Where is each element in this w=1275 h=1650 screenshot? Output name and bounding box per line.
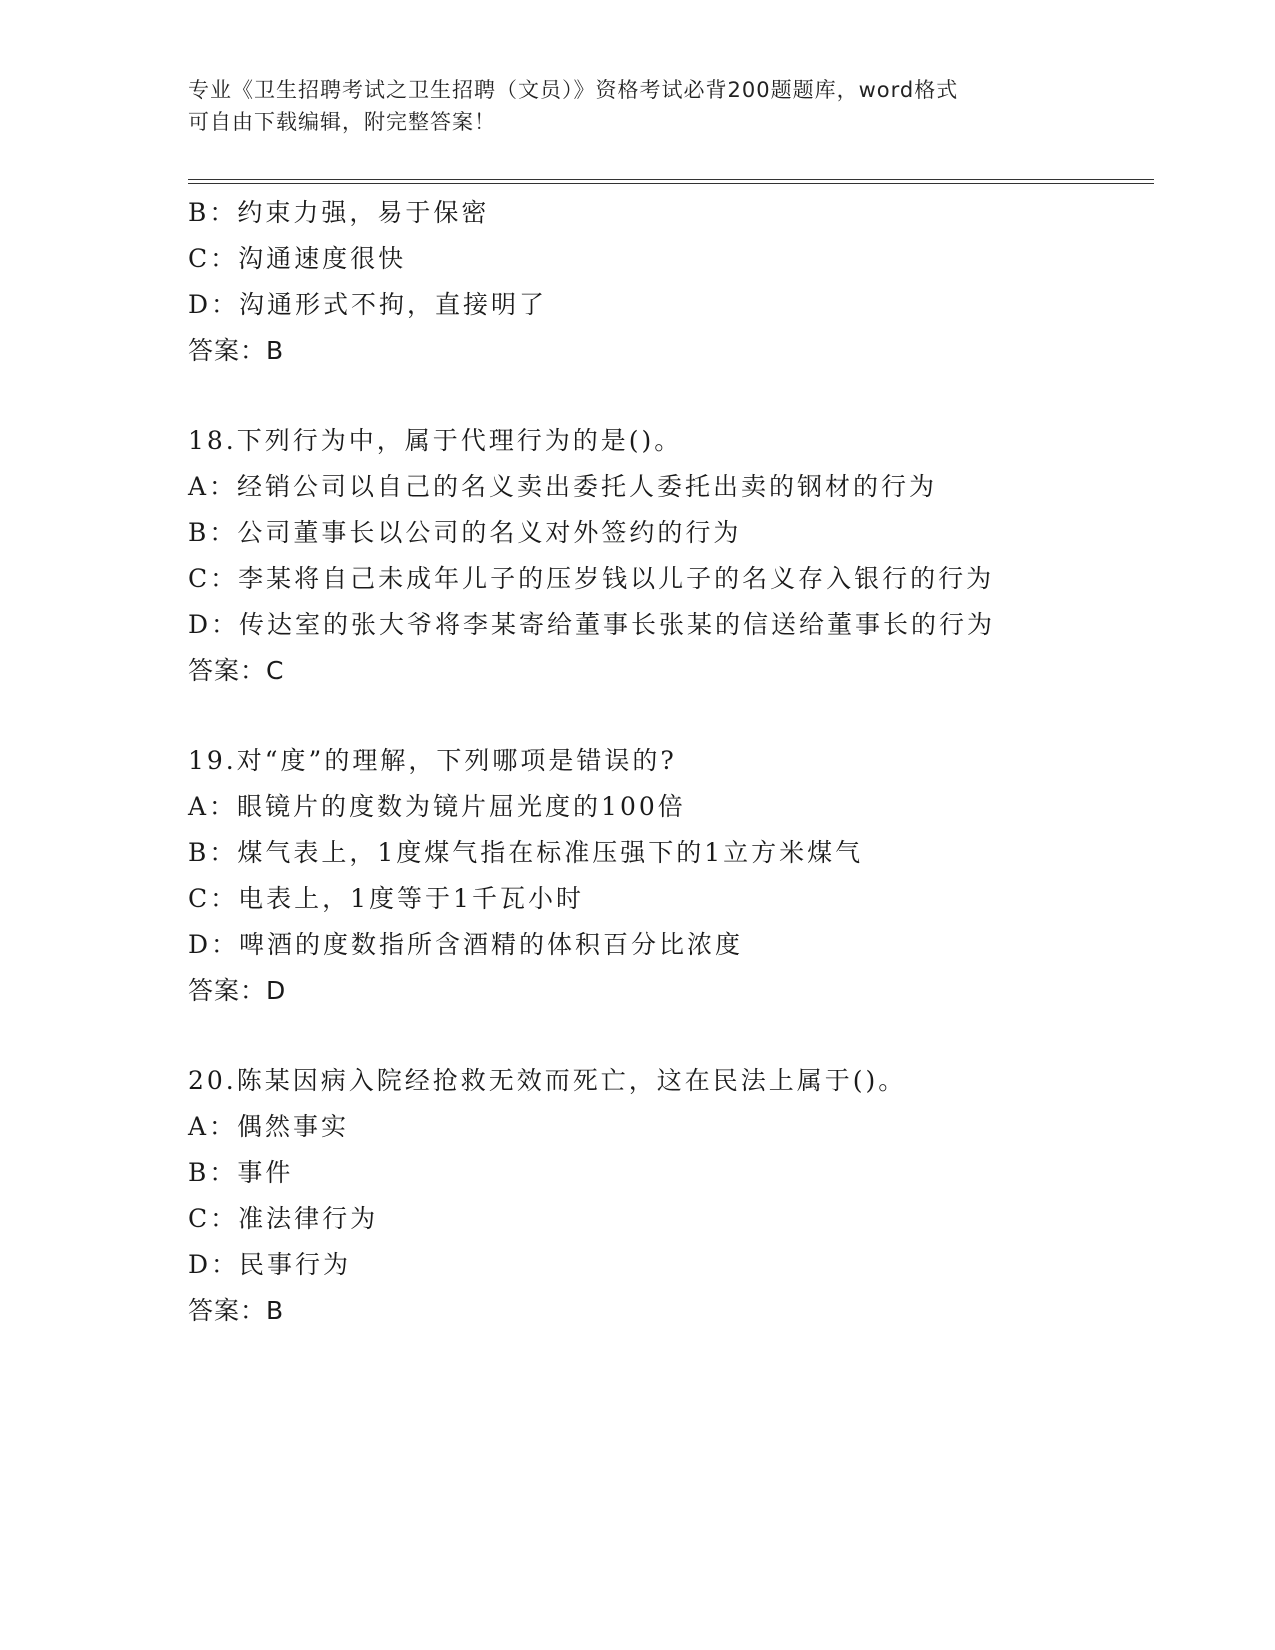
option-d: D：啤酒的度数指所含酒精的体积百分比浓度	[188, 930, 744, 959]
question-list	[188, 190, 1148, 1334]
answer-label: 答案：C	[188, 656, 285, 685]
option-a: A：经销公司以自己的名义卖出委托人委托出卖的钢材的行为	[188, 472, 938, 501]
option-a: A：眼镜片的度数为镜片屈光度的100倍	[188, 792, 686, 821]
question-block-20	[188, 1058, 1148, 1334]
option-b: B：煤气表上，1度煤气指在标准压强下的1立方米煤气	[188, 838, 864, 867]
question-block-18	[188, 418, 1148, 694]
option-d: D：民事行为	[188, 1250, 352, 1279]
option-c: C：李某将自己未成年儿子的压岁钱以儿子的名义存入银行的行为	[188, 564, 995, 593]
option-d: D：传达室的张大爷将李某寄给董事长张某的信送给董事长的行为	[188, 610, 996, 639]
spacer	[188, 374, 1148, 418]
option-c: C：电表上，1度等于1千瓦小时	[188, 884, 584, 913]
spacer	[188, 1014, 1148, 1058]
option-b: B：公司董事长以公司的名义对外签约的行为	[188, 518, 742, 547]
option-b: B：事件	[188, 1158, 294, 1187]
question-block-19	[188, 738, 1148, 1014]
question-block-17-continued	[188, 190, 1148, 374]
question-stem: 19.对“度”的理解，下列哪项是错误的?	[188, 746, 677, 775]
option-c: C：沟通速度很快	[188, 244, 407, 273]
answer-label: 答案：B	[188, 336, 285, 365]
answer-label: 答案：D	[188, 976, 287, 1005]
spacer	[188, 694, 1148, 738]
option-b: B：约束力强，易于保密	[188, 198, 490, 227]
header-line-2: 可自由下载编辑，附完整答案！	[188, 110, 496, 134]
question-stem: 20.陈某因病入院经抢救无效而死亡，这在民法上属于()。	[188, 1066, 907, 1095]
option-a: A：偶然事实	[188, 1112, 350, 1141]
header-divider-bottom	[188, 183, 1154, 184]
page-header	[188, 74, 1088, 138]
answer-label: 答案：B	[188, 1296, 285, 1325]
option-d: D：沟通形式不拘，直接明了	[188, 290, 548, 319]
header-line-1: 专业《卫生招聘考试之卫生招聘（文员）》资格考试必背200题题库，word格式	[188, 78, 959, 102]
question-stem: 18.下列行为中，属于代理行为的是()。	[188, 426, 683, 455]
option-c: C：准法律行为	[188, 1204, 379, 1233]
header-divider-top	[188, 179, 1154, 180]
